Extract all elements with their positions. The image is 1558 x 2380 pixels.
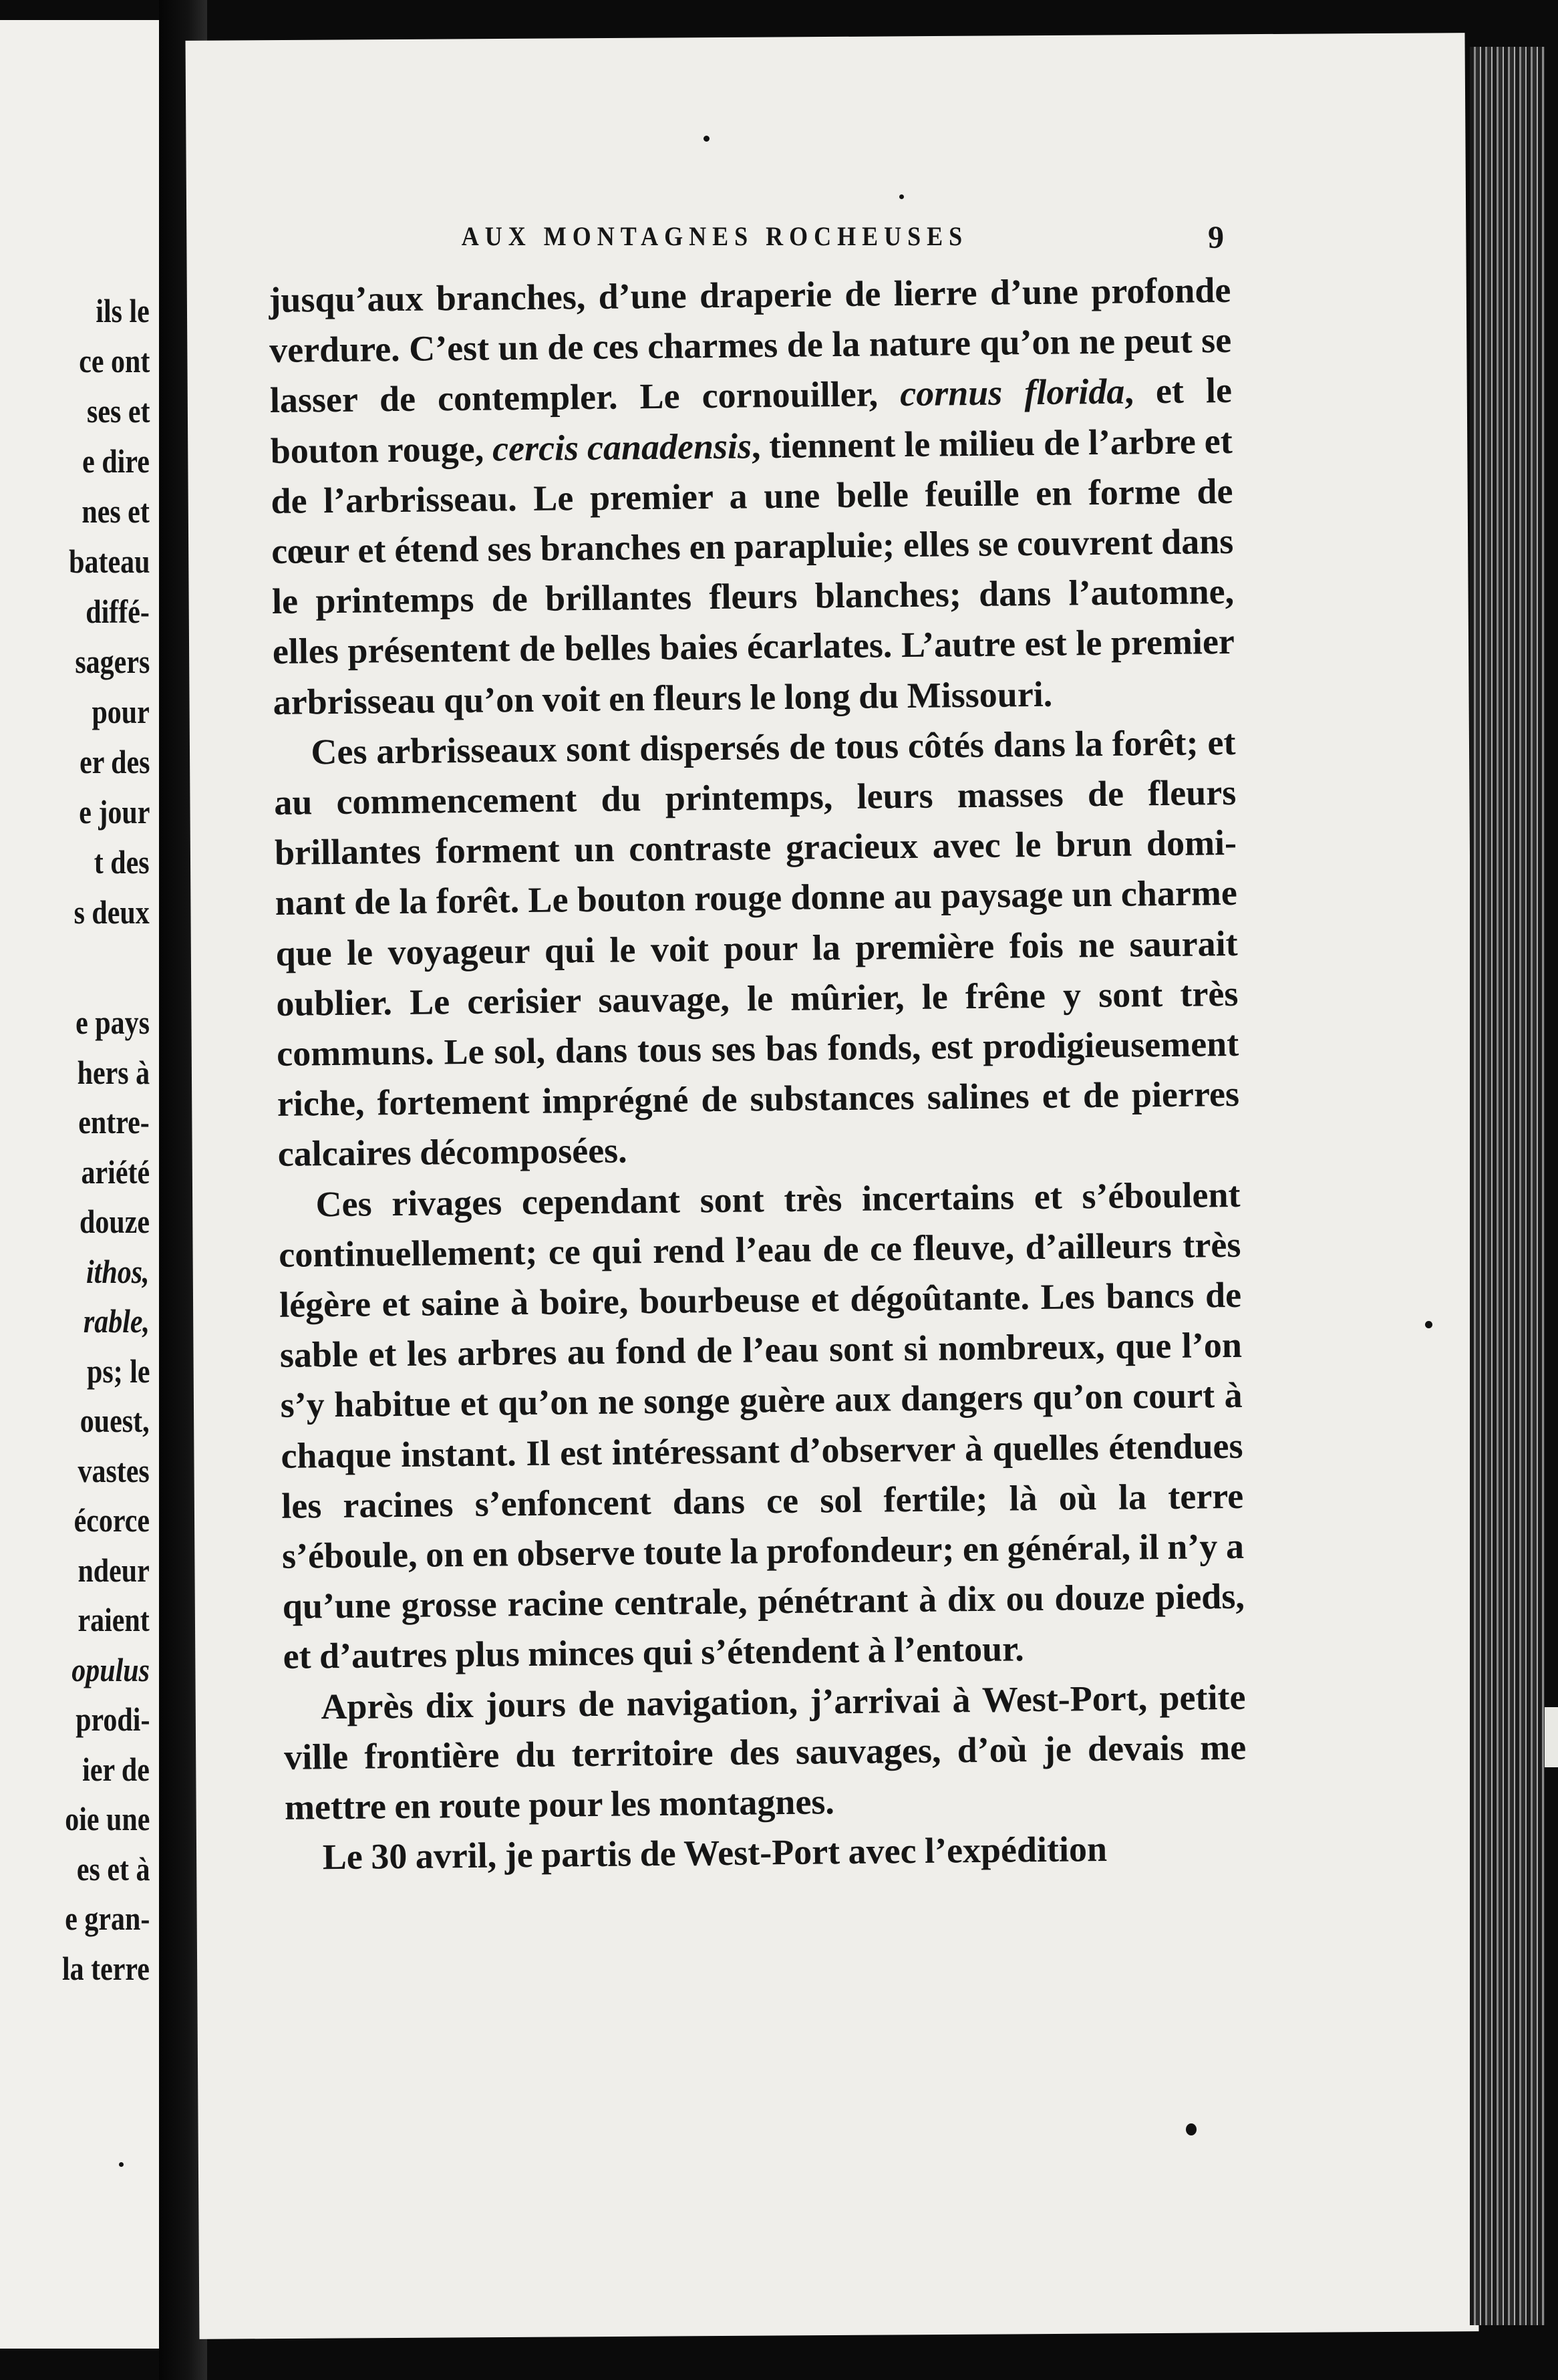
italic-term: cercis canadensis	[492, 426, 752, 469]
page-edges	[1470, 47, 1545, 2325]
fragment-line: la terre	[62, 1949, 150, 1987]
ink-speck	[1425, 1321, 1432, 1328]
ink-speck	[1186, 2123, 1197, 2135]
fragment-line: entre-	[78, 1103, 150, 1141]
fragment-line: diffé-	[86, 593, 150, 630]
fragment-line: douze	[80, 1203, 150, 1240]
text-run: , tiennent le milieu de l’arbre et de l’arbrisseau. Le premier a une belle feuille en forme de cœur et étend ses branches en parapluie; elles se couvrent dans le printemps de brillantes fleurs blanches; dans l’automne, elles présentent de belles baies écarlates. L’autre est le premier arbrisseau qu’on voit en fleurs le long du Missouri.	[271, 420, 1235, 722]
fragment-line: e gran-	[64, 1900, 150, 1937]
fragment-line: e pays	[75, 1004, 150, 1041]
fragment-line: ce ont	[78, 342, 150, 380]
fragment-line: opulus	[71, 1650, 150, 1688]
running-head: AUX MONTAGNES ROCHEUSES	[461, 221, 969, 251]
text-run: jusqu’aux branches, d’une draperie de lierre d’une profonde verdure. C’est un de ces charmes de la nature qu’on ne peut se lasser de contempler. Le cornouiller,	[269, 269, 1232, 421]
fragment-line: e dire	[82, 442, 150, 480]
body-text	[269, 265, 1247, 1883]
fragment-line: pour	[92, 693, 150, 730]
fragment-line: ps; le	[86, 1352, 150, 1390]
fragment-line: er des	[79, 743, 150, 780]
fragment-line: t des	[94, 843, 150, 881]
fragment-line: prodi-	[75, 1700, 150, 1738]
fragment-line: ouest,	[80, 1402, 150, 1439]
paragraph	[285, 1823, 1247, 1883]
fragment-line: sagers	[75, 643, 150, 680]
fragment-line: ier de	[82, 1750, 150, 1788]
fragment-line: nes et	[82, 492, 150, 530]
ink-speck	[119, 2162, 124, 2167]
fragment-line: bateau	[68, 543, 150, 580]
paragraph	[269, 265, 1235, 728]
italic-term: cornus florida	[899, 371, 1125, 414]
paragraph	[283, 1672, 1247, 1833]
fragment-line: ses et	[86, 392, 150, 430]
ink-speck	[899, 194, 904, 199]
text-run: Après dix jours de navigation, j’arrivai à West-Port, petite ville frontière du territoire des sauvages, d’où je devais me mettre en route pour les montagnes.	[283, 1676, 1247, 1827]
fragment-line: ils le	[96, 292, 150, 329]
facing-page-fragment	[0, 20, 159, 2349]
text-run: Ces arbrisseaux sont dispersés de tous côtés dans la forêt; et au commencement du printemps, leurs masses de fleurs brillantes forment un contraste gracieux avec le brun dominant de la forêt. Le bouton rouge donne au paysage un charme que le voyageur qui le voit pour la première fois ne saurait oublier. Le cerisier sauvage, le mûrier, le frêne y sont très communs. Le sol, dans tous ses bas fonds, est prodigieusement riche, fortement imprégné de substances salines et de pierres calcaires décomposées.	[273, 722, 1240, 1175]
page-edge-tab	[1545, 1707, 1558, 1767]
fragment-line: écorce	[73, 1501, 150, 1539]
fragment-line: s deux	[73, 893, 150, 931]
text-run: , et le bouton rouge,	[270, 370, 1233, 471]
page-number: 9	[1208, 220, 1224, 255]
fragment-line: raient	[77, 1601, 150, 1638]
fragment-line: rable,	[83, 1302, 150, 1340]
fragment-line: vastes	[77, 1451, 150, 1489]
paragraph	[278, 1170, 1245, 1682]
fragment-line: es et à	[76, 1849, 150, 1888]
fragment-line: oie une	[64, 1800, 150, 1837]
fragment-line: ithos,	[86, 1252, 150, 1290]
fragment-line: ndeur	[77, 1551, 150, 1589]
text-run: Le 30 avril, je partis de West-Port avec l’expédition	[322, 1829, 1108, 1878]
fragment-line: e jour	[78, 793, 150, 831]
text-run: Ces rivages cependant sont très incertains et s’éboulent continuellement; ce qui rend l’eau de ce fleuve, d’ailleurs très légère et saine à boire, bourbeuse et dégoûtante. Les bancs de sable et les arbres au fond de l’eau sont si nombreux, que l’on s’y habitue et qu’on ne songe guère aux dangers qu’on court à chaque instant. Il est intéressant d’observer à quelles étendues les racines s’enfoncent dans ce sol fertile; là où la terre s’éboule, on en observe toute la profondeur; en général, il n’y a qu’une grosse racine centrale, pénétrant à dix ou douze pieds, et d’autres plus minces qui s’étendent à l’entour.	[279, 1174, 1245, 1677]
fragment-line: ariété	[81, 1153, 150, 1191]
ink-speck	[704, 136, 710, 142]
paragraph	[273, 718, 1240, 1180]
fragment-line: hers à	[77, 1053, 150, 1091]
